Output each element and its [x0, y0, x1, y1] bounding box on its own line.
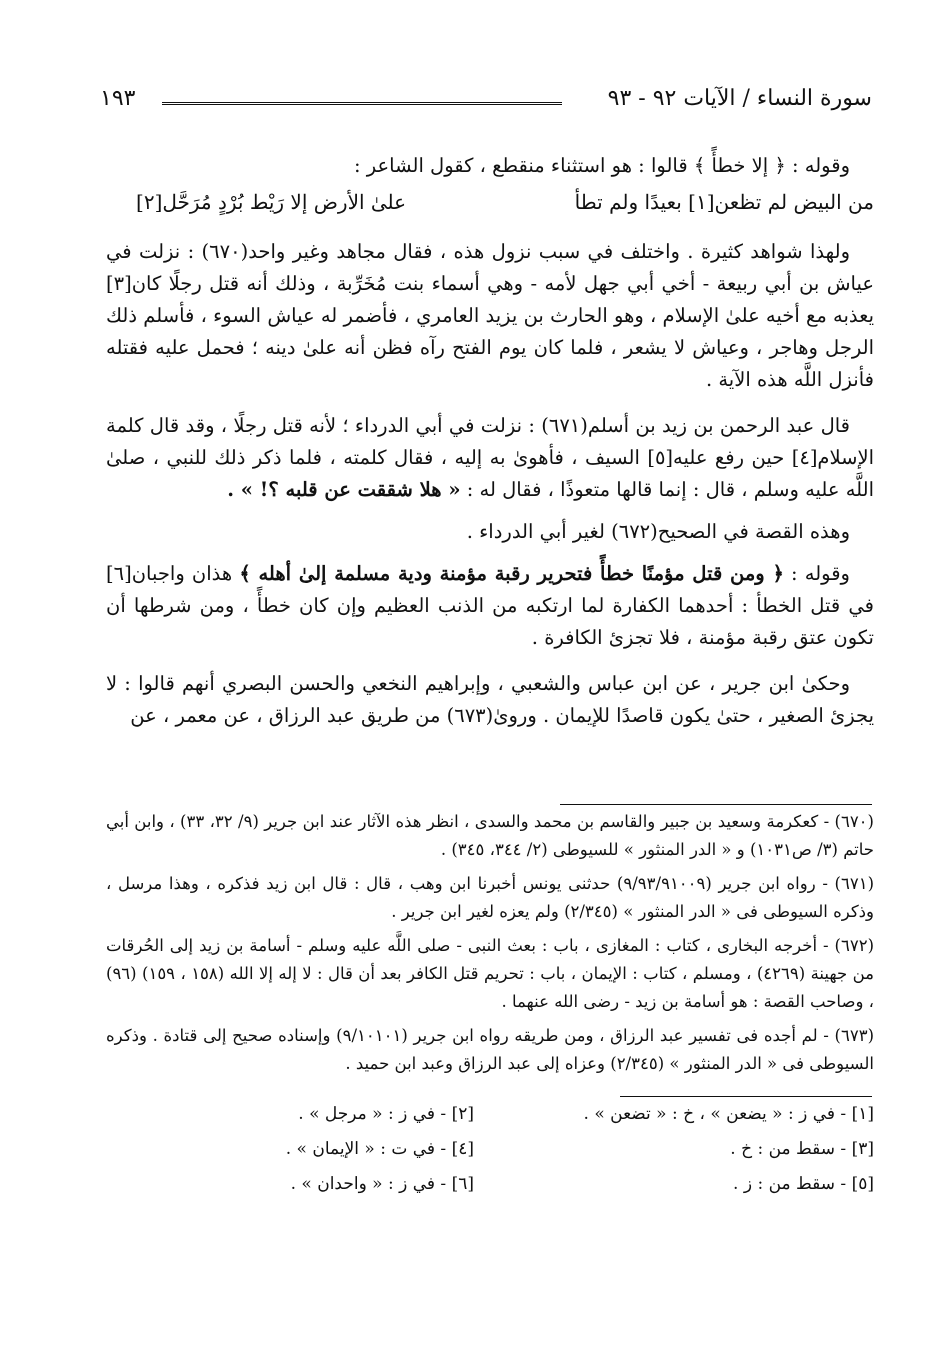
- footnote-rule: [560, 804, 872, 805]
- paragraph-6: وحكىٰ ابن جرير ، عن ابن عباس والشعبي ، وإبراهيم النخعي والحسن البصري أنهم قالوا : لا يجزئ الصغير ، حتىٰ يكون قاصدًا للإيمان . وروىٰ(٦٧٣) من طريق عبد الرزاق ، عن معمر ، عن: [106, 672, 874, 727]
- paragraph-5: [106, 558, 874, 654]
- variants-rule: [620, 1096, 872, 1097]
- header-rule: [162, 102, 562, 105]
- variant-note-5: [٥] - سقط من : ز .: [733, 1174, 874, 1194]
- variant-note-4: [٤] - في ت : « الإيمان » .: [285, 1139, 474, 1159]
- variant-note-1: [١] - في ز : « يضعن » ، خ : « تضعن » .: [583, 1104, 874, 1124]
- paragraph-2: ولهذا شواهد كثيرة . واختلف في سبب نزول هذه ، فقال مجاهد وغير واحد(٦٧٠) : نزلت في عياش بن أبي ربيعة - أخي أبي جهل لأمه - وهي أسماء بنت مُخَرِّبة ، وذلك أنه قتل رجلًا كان[٣] يعذبه مع أخيه علىٰ الإسلام ، وهو الحارث بن يزيد العامري ، فأضمر له عياش السوء ، فأسلم ذلك الرجل وهاجر ، وعياش لا يشعر ، فلما كان يوم الفتح رآه فظن أنه علىٰ دينه ؛ فحمل عليه فقتله فأنزل اللَّه هذه الآية .: [106, 240, 874, 391]
- paragraph-4: وهذه القصة في الصحيح(٦٧٢) لغير أبي الدرداء .: [466, 520, 850, 543]
- poetry-verse: [106, 190, 874, 226]
- main-text: [106, 236, 874, 732]
- variant-row: [106, 1139, 874, 1174]
- paragraph-3-text: قال عبد الرحمن بن زيد بن أسلم(٦٧١) : نزلت في أبي الدرداء ؛ لأنه قتل رجلًا ، وقد قال كلمة الإسلام[٤] حين رفع عليه[٥] السيف ، فأهوىٰ به إليه ، فقال كلمته ، فلما ذكر ذلك للنبي ، صلىٰ اللَّه عليه وسلم ، قال : إنما قالها متعوذًا ، فقال له :: [106, 414, 875, 501]
- variant-note-6: [٦] - في ز : « واحدان » .: [290, 1174, 474, 1194]
- hadith-quote: « هلا شققت عن قلبه ؟! » .: [227, 478, 461, 501]
- footnote-673: (٦٧٣) - لم أجده فى تفسير عبد الرزاق ، ومن طريقه رواه ابن جرير (٩/١٠١٠١) وإسناده صحيح إلى قتادة . وذكره السيوطى فى « الدر المنثور » (٢/٣٤٥) وعزاه إلى عبد الرزاق وعبد ابن حميد .: [106, 1026, 874, 1073]
- variant-note-3: [٣] - سقط من : خ .: [730, 1139, 874, 1159]
- footnote-671: (٦٧١) - رواه ابن جرير (٩/٩٣/٩١٠٠٩) حدثنى يونس أخبرنا ابن وهب ، قال : قال ابن زيد فذكره ، وهذا مرسل ، وذكره السيوطى فى « الدر المنثور » (٢/٣٤٥) ولم يعزه لغير ابن جرير .: [106, 874, 874, 921]
- verse-first-hemistich: من البيض لم تظعن[١] بعيدًا ولم تطأ: [574, 190, 874, 214]
- variant-note-2: [٢] - في ز : « مرجل » .: [298, 1104, 474, 1124]
- manuscript-variants: [106, 1104, 874, 1209]
- paragraph-1: وقوله : ﴿ إلا خطأً ﴾ قالوا : هو استثناء منقطع ، كقول الشاعر :: [354, 154, 850, 177]
- running-header: [100, 86, 872, 126]
- footnote-672: (٦٧٢) - أخرجه البخارى ، كتاب : المغازى ، باب : بعث النبى - صلى اللَّه عليه وسلم - أسامة بن زيد إلى الحُرقات من جهينة (٤٢٦٩) ، ومسلم ، كتاب : الإيمان ، باب : تحريم قتل الكافر بعد أن قال : لا إله إلا الله (١٥٨ ، ١٥٩) (٩٦) ، وصاحب القصة : هو أسامة بن زيد - رضى الله عنهما .: [106, 936, 874, 1011]
- page-number: ١٩٣: [100, 86, 136, 111]
- variant-row: [106, 1104, 874, 1139]
- surah-title: سورة النساء / الآيات ٩٢ - ٩٣: [607, 86, 872, 111]
- paragraph-3: [106, 410, 874, 506]
- paragraph-intro: [106, 150, 874, 182]
- verse-second-hemistich: علىٰ الأرض إلا رَيْط بُرْدٍ مُرَحَّل[٢]: [136, 190, 407, 214]
- footnotes: [106, 808, 874, 1084]
- paragraph-5-text: هذان واجبان[٦] في قتل الخطأ : أحدهما الكفارة لما ارتكبه من الذنب العظيم وإن كان خطأً ، ومن شرطها أن تكون عتق رقبة مؤمنة ، فلا تجزئ الكافرة .: [106, 562, 874, 649]
- quran-quote: ﴿ ومن قتل مؤمنًا خطأً فتحرير رقبة مؤمنة ودية مسلمة إلىٰ أهله ﴾: [239, 562, 784, 585]
- variant-row: [106, 1174, 874, 1209]
- footnote-670: (٦٧٠) - كعكرمة وسعيد بن جبير والقاسم بن محمد والسدى ، انظر هذه الآثار عند ابن جرير (٩/ ٣٢، ٣٣) ، وابن أبي حاتم (٣/ ص١٠٣١) و « الدر المنثور » للسيوطى (٢/ ٣٤٤، ٣٤٥) .: [106, 812, 874, 859]
- paragraph-5-lead: وقوله :: [791, 562, 850, 585]
